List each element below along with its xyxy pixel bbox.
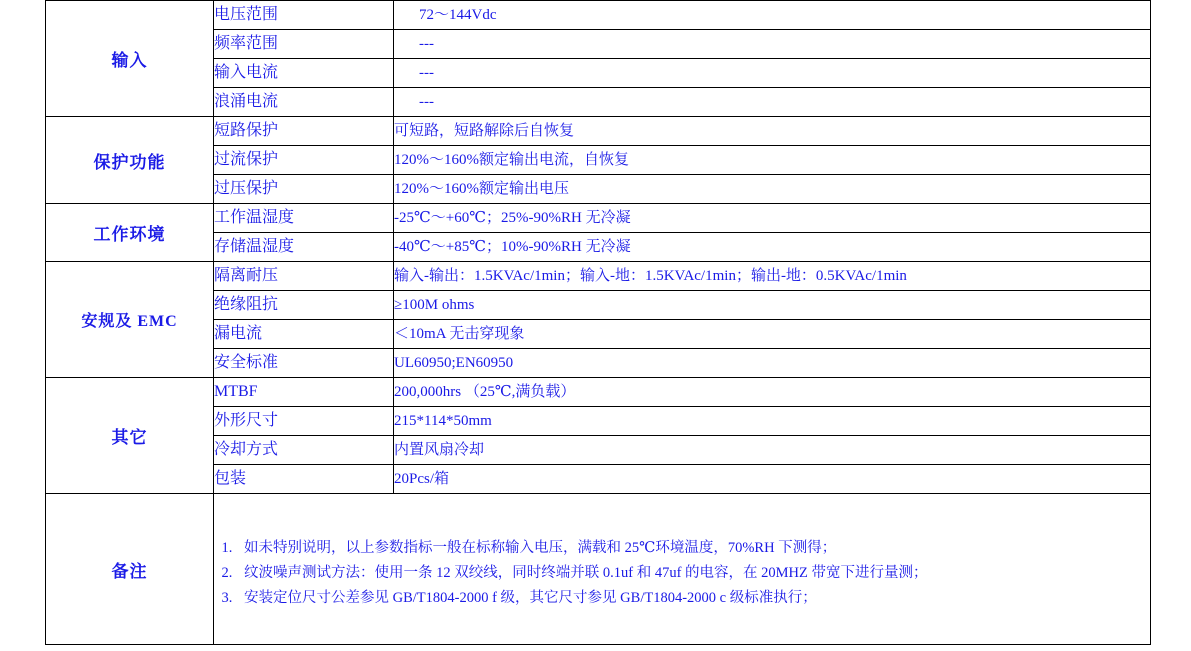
table-row: [46, 1, 1151, 30]
list-item: 3. 安装定位尺寸公差参见 GB/T1804-2000 f 级，其它尺寸参见 GB/T1804-2000 c 级标准执行；: [236, 586, 1150, 611]
item-label: 工作温湿度: [214, 204, 394, 233]
list-item: 1. 如未特别说明，以上参数指标一般在标称输入电压，满载和 25℃环境温度，70%RH 下测得；: [236, 536, 1150, 561]
item-label: 短路保护: [214, 117, 394, 146]
item-label: 输入电流: [214, 59, 394, 88]
table-row: [46, 378, 1151, 407]
item-value: 215*114*50mm: [394, 407, 1151, 436]
item-value: 可短路，短路解除后自恢复: [394, 117, 1151, 146]
item-value: UL60950;EN60950: [394, 349, 1151, 378]
item-value: 20Pcs/箱: [394, 465, 1151, 494]
group-label-other: 其它: [46, 378, 214, 494]
item-label: MTBF: [214, 378, 394, 407]
table-row: [46, 262, 1151, 291]
table-row: [46, 204, 1151, 233]
item-value: ---: [394, 88, 1151, 117]
item-value: ＜10mA 无击穿现象: [394, 320, 1151, 349]
item-label: 频率范围: [214, 30, 394, 59]
item-label: 隔离耐压: [214, 262, 394, 291]
notes-cell: [214, 494, 1151, 645]
group-label-protection: 保护功能: [46, 117, 214, 204]
table-row: [46, 117, 1151, 146]
item-value: ---: [394, 30, 1151, 59]
item-label: 包装: [214, 465, 394, 494]
item-value: 输入-输出：1.5KVAc/1min；输入-地：1.5KVAc/1min；输出-地：0.5KVAc/1min: [394, 262, 1151, 291]
item-label: 过压保护: [214, 175, 394, 204]
item-label: 绝缘阻抗: [214, 291, 394, 320]
item-value: -25℃～+60℃；25%-90%RH 无冷凝: [394, 204, 1151, 233]
group-label-notes: 备注: [46, 494, 214, 645]
item-value: 72～144Vdc: [394, 1, 1151, 30]
table-body: [46, 1, 1151, 645]
notes-list: [236, 536, 1150, 611]
group-label-input: 输入: [46, 1, 214, 117]
item-label: 外形尺寸: [214, 407, 394, 436]
group-label-safety-emc: 安规及 EMC: [46, 262, 214, 378]
item-value: 120%～160%额定输出电流，自恢复: [394, 146, 1151, 175]
item-value: 120%～160%额定输出电压: [394, 175, 1151, 204]
group-label-environment: 工作环境: [46, 204, 214, 262]
item-value: 200,000hrs （25℃,满负载）: [394, 378, 1151, 407]
item-label: 浪涌电流: [214, 88, 394, 117]
item-label: 电压范围: [214, 1, 394, 30]
list-item: 2. 纹波噪声测试方法：使用一条 12 双绞线，同时终端并联 0.1uf 和 47uf 的电容，在 20MHZ 带宽下进行量测；: [236, 561, 1150, 586]
item-label: 过流保护: [214, 146, 394, 175]
specification-table: [45, 0, 1151, 645]
item-label: 漏电流: [214, 320, 394, 349]
item-value: 内置风扇冷却: [394, 436, 1151, 465]
item-label: 安全标准: [214, 349, 394, 378]
item-label: 冷却方式: [214, 436, 394, 465]
table-row-notes: [46, 494, 1151, 645]
item-label: 存储温湿度: [214, 233, 394, 262]
item-value: ≥100M ohms: [394, 291, 1151, 320]
item-value: -40℃～+85℃；10%-90%RH 无冷凝: [394, 233, 1151, 262]
item-value: ---: [394, 59, 1151, 88]
